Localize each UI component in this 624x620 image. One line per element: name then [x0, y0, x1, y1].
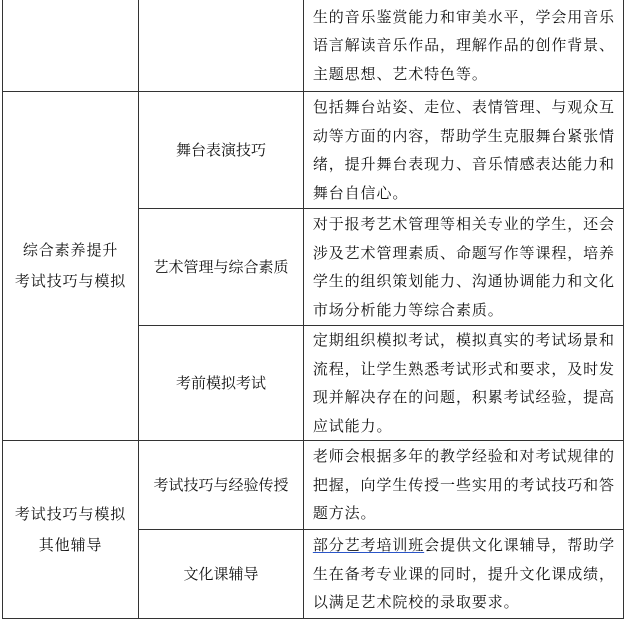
description-line: 语言解读音乐作品，理解作品的创作背景、 [312, 36, 615, 55]
description-line: 包括舞台站姿、走位、表情管理、与观众互 [312, 98, 615, 116]
description-line: 生在备考专业课的同时，提升文化课成绩， [312, 564, 615, 583]
category-title-line: 考试技巧与模拟 [14, 504, 127, 523]
table-row [3, 0, 624, 92]
description-cell [303, 92, 623, 209]
description-line: 现并解决存在的问题，积累考试经验，提高 [312, 388, 615, 406]
item-name-cell: 考试技巧与经验传授 [139, 441, 304, 530]
description-line: 把握，向学生传授一些实用的考试技巧和答 [312, 475, 615, 494]
training-class-link[interactable]: 部分艺考培训班 [312, 536, 425, 555]
description-cell [303, 0, 623, 92]
description-line: 学生的组织策划能力、沟通协调能力和文化 [312, 272, 615, 290]
description-line: 生的音乐鉴赏能力和审美水平，学会用音乐 [312, 7, 615, 26]
description-line: 定期组织模拟考试，模拟真实的考试场景和 [312, 331, 615, 349]
description-line: 应试能力。 [312, 416, 393, 435]
category-cell [3, 441, 139, 619]
description-line: 题方法。 [312, 504, 377, 523]
description-line: 对于报考艺术管理等相关专业的学生，还会 [312, 215, 615, 233]
description-line: 绪，提升舞台表现力、音乐情感表达能力和 [312, 155, 615, 173]
category-title-line: 其他辅导 [38, 535, 103, 554]
description-cell [303, 441, 623, 530]
category-cell [3, 92, 139, 441]
item-name-cell: 舞台表演技巧 [139, 92, 304, 209]
item-name-cell: 考前模拟考试 [139, 326, 304, 441]
category-title-line: 考试技巧与模拟 [14, 272, 127, 290]
item-name-cell: 艺术管理与综合素质 [139, 209, 304, 326]
description-line [313, 531, 615, 560]
description-cell [303, 209, 623, 326]
description-cell [303, 530, 623, 619]
item-cell-empty [139, 0, 304, 92]
category-title-line: 综合素养提升 [22, 241, 119, 259]
description-line: 涉及艺术管理素质、命题写作等课程，培养 [312, 243, 615, 262]
item-name-cell: 文化课辅导 [139, 530, 304, 619]
description-line: 以满足艺术院校的录取要求。 [312, 593, 520, 612]
course-table [2, 0, 624, 619]
description-line: 市场分析能力等综合素质。 [312, 300, 504, 319]
description-line: 流程，让学生熟悉考试形式和要求，及时发 [312, 359, 615, 378]
description-text: 会提供文化课辅导，帮助学 [424, 536, 615, 555]
description-line: 动等方面的内容，帮助学生克服舞台紧张情 [312, 126, 615, 145]
description-cell [303, 326, 623, 441]
category-cell-empty [3, 0, 139, 92]
description-line: 主题思想、艺术特色等。 [312, 64, 488, 83]
description-line: 老师会根据多年的教学经验和对考试规律的 [312, 447, 615, 466]
table-row [3, 92, 624, 209]
table-row [3, 441, 624, 530]
description-line: 舞台自信心。 [312, 183, 409, 202]
